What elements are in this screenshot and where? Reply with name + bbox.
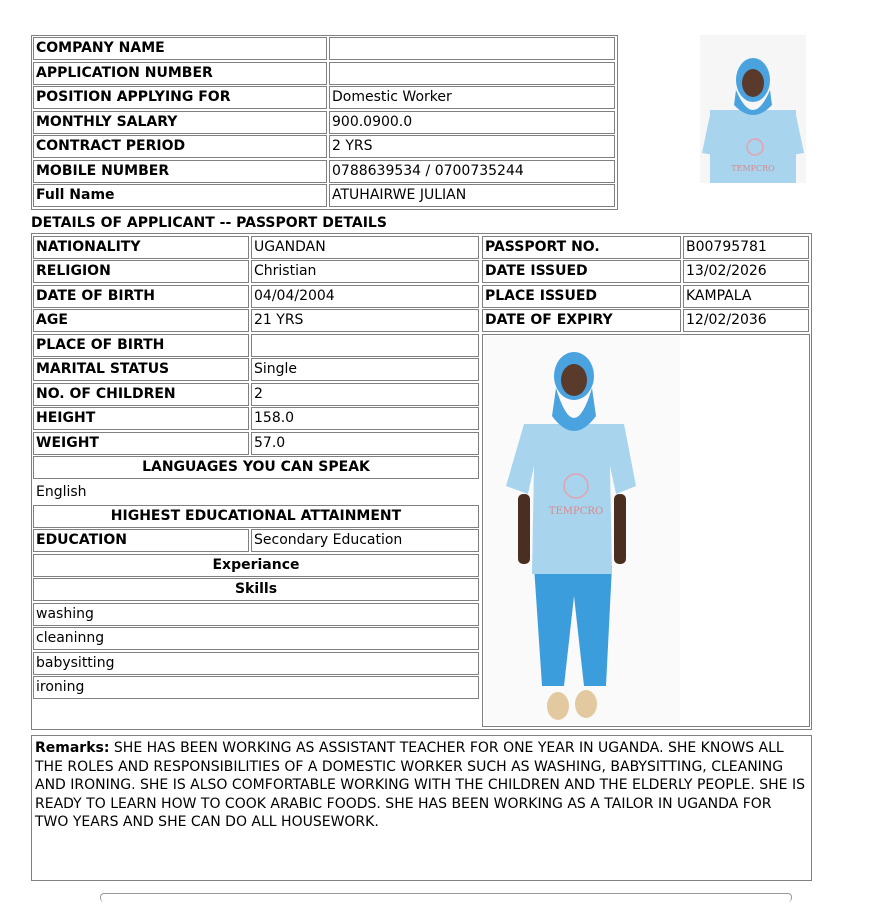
skill-item-babysitting: babysitting [33, 652, 479, 675]
date-of-birth-value: 04/04/2004 [251, 285, 479, 308]
salary-value: 900.0900.0 [329, 111, 615, 134]
skills-heading: Skills [33, 578, 479, 601]
skill-item-ironing: ironing [33, 676, 479, 699]
remarks-label: Remarks: [35, 740, 110, 756]
nationality-label: NATIONALITY [33, 236, 249, 259]
passport-no-label: PASSPORT NO. [482, 236, 681, 259]
nationality-value: UGANDAN [251, 236, 479, 259]
place-issued-label: PLACE ISSUED [482, 285, 681, 308]
passport-no-value: B00795781 [683, 236, 809, 259]
applicant-full-body-photo [484, 336, 680, 725]
application-number-value [329, 62, 615, 85]
languages-heading: LANGUAGES YOU CAN SPEAK [33, 456, 479, 479]
applicant-portrait-photo [700, 35, 806, 183]
language-item: English [36, 484, 87, 500]
height-value: 158.0 [251, 407, 479, 430]
details-heading: DETAILS OF APPLICANT -- PASSPORT DETAILS [31, 215, 387, 231]
skill-item-washing: washing [33, 603, 479, 626]
uniform-logo-text: TEMPCRO [548, 506, 604, 517]
children-value: 2 [251, 383, 479, 406]
place-of-birth-value [251, 334, 479, 357]
education-heading: HIGHEST EDUCATIONAL ATTAINMENT [33, 505, 479, 528]
date-of-expiry-value: 12/02/2036 [683, 309, 809, 332]
date-issued-value: 13/02/2026 [683, 260, 809, 283]
children-label: NO. OF CHILDREN [33, 383, 249, 406]
date-of-birth-label: DATE OF BIRTH [33, 285, 249, 308]
weight-value: 57.0 [251, 432, 479, 455]
experience-heading: Experiance [33, 554, 479, 577]
remarks-text: SHE HAS BEEN WORKING AS ASSISTANT TEACHER FOR ONE YEAR IN UGANDA. SHE KNOWS ALL THE ROLES AND RESPONSIBILITIES OF A DOMESTIC WORKER SUCH AS WASHING, BABYSITTING, CLEANING AND IRONING. SHE IS ALSO COMFORTABLE WORKING WITH THE CHILDREN AND THE ELDERLY PEOPLE. SHE IS READY TO LEARN HOW TO COOK ARABIC FOODS. SHE HAS BEEN WORKING AS A TAILOR IN UGANDA FOR TWO YEARS AND SHE CAN DO ALL HOUSEWORK. [35, 740, 805, 830]
remarks-box [31, 735, 812, 881]
position-value: Domestic Worker [329, 86, 615, 109]
date-issued-label: DATE ISSUED [482, 260, 681, 283]
salary-label: MONTHLY SALARY [33, 111, 327, 134]
company-name-label: COMPANY NAME [33, 37, 327, 60]
contract-period-value: 2 YRS [329, 135, 615, 158]
place-issued-value: KAMPALA [683, 285, 809, 308]
application-number-label: APPLICATION NUMBER [33, 62, 327, 85]
mobile-number-value: 0788639534 / 0700735244 [329, 160, 615, 183]
religion-value: Christian [251, 260, 479, 283]
company-name-value [329, 37, 615, 60]
mobile-number-label: MOBILE NUMBER [33, 160, 327, 183]
height-label: HEIGHT [33, 407, 249, 430]
uniform-logo-text-small: TEMPCRO [731, 164, 775, 173]
education-label: EDUCATION [33, 529, 249, 552]
date-of-expiry-label: DATE OF EXPIRY [482, 309, 681, 332]
skill-item-cleaning: cleaninng [33, 627, 479, 650]
age-value: 21 YRS [251, 309, 479, 332]
age-label: AGE [33, 309, 249, 332]
weight-label: WEIGHT [33, 432, 249, 455]
full-name-label: Full Name [33, 184, 327, 207]
position-label: POSITION APPLYING FOR [33, 86, 327, 109]
marital-status-value: Single [251, 358, 479, 381]
education-value: Secondary Education [251, 529, 479, 552]
marital-status-label: MARITAL STATUS [33, 358, 249, 381]
place-of-birth-label: PLACE OF BIRTH [33, 334, 249, 357]
full-name-value: ATUHAIRWE JULIAN [329, 184, 615, 207]
religion-label: RELIGION [33, 260, 249, 283]
contract-period-label: CONTRACT PERIOD [33, 135, 327, 158]
